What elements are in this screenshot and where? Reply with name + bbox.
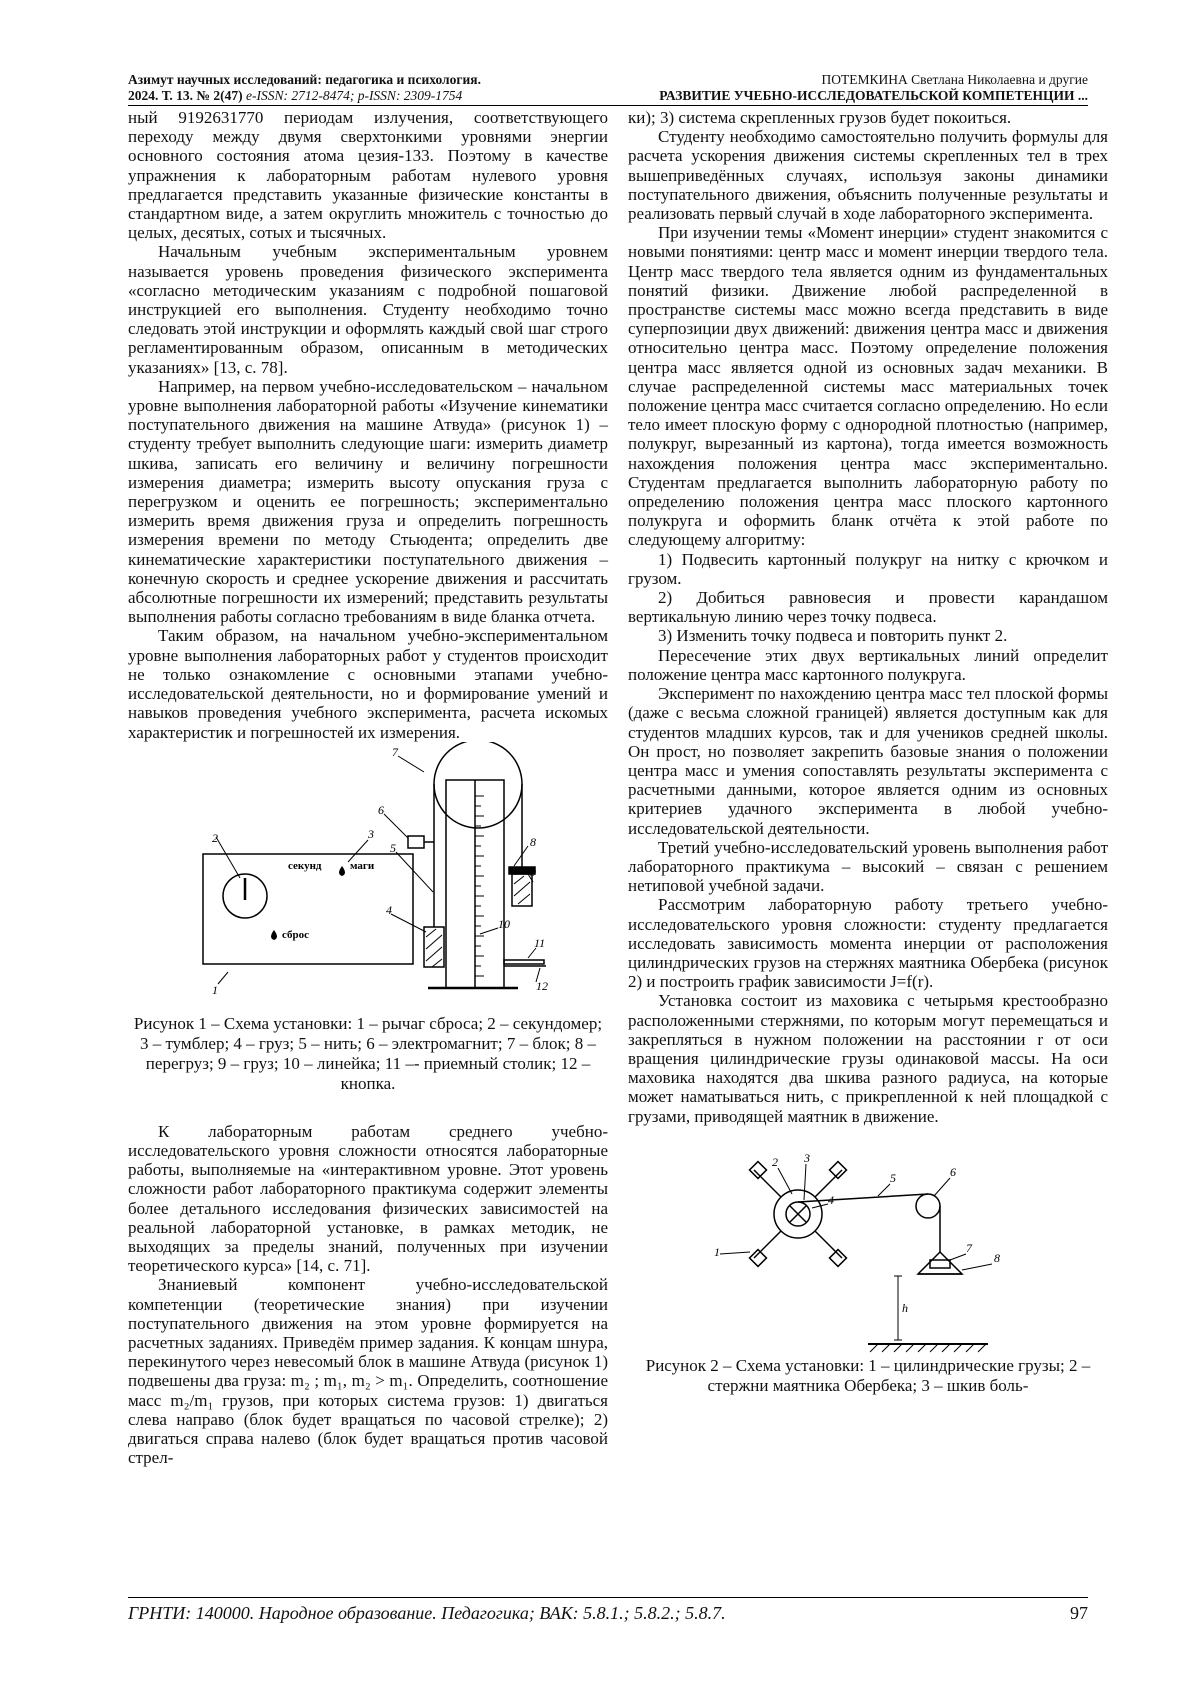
header-rule <box>128 105 1088 106</box>
fig2-num-1: 1 <box>714 1244 720 1259</box>
fig2-num-7: 7 <box>966 1240 972 1255</box>
fig1-num-11: 11 <box>534 935 546 950</box>
fig1-num-8: 8 <box>530 834 536 849</box>
paragraph: ный 9192631770 периодам излучения, соответствующего переходу между двумя сверхтонкими уровнями энергии основного состояния атома цезия-133. Поэтому в качестве упражнения к лабораторным работам нулевого уровня предлагается представить указанные физические константы в стандартном виде, а затем округлить множитель с точностью до целых, десятых, сотых и тысячных. <box>128 108 608 243</box>
load-platform <box>918 1252 962 1274</box>
fig2-num-2: 2 <box>772 1154 778 1169</box>
fig2-num-h: h <box>902 1300 908 1315</box>
paragraph: Таким образом, на начальном учебно-экспериментальном уровне выполнения лабораторных работ у студентов происходит не только ознакомление с основными этапами учебно-исследовательской деятельности, но и формирование умений и навыков проведения учебного эксперимента, расчета искомых характеристик и погрешностей их измерения. <box>128 626 608 742</box>
pulley <box>434 742 522 828</box>
paragraph: Эксперимент по нахождению центра масс тел плоской формы (даже с весьма сложной границей) является доступным как для студентов младших курсов, так и для учеников средней школы. Он прост, но позволяет закрепить базовые знания о положении центра масс и умения сопоставлять результаты эксперимента с расчетными данными, которое является одним из основных критериев удачного эксперимента в любой учебно-исследовательской деятельности. <box>628 684 1108 838</box>
cylinder-weight <box>750 1249 767 1266</box>
cylinder-weight <box>830 1249 847 1266</box>
cylinder-weight <box>750 1161 767 1178</box>
left-column <box>128 108 608 1467</box>
paragraph: При изучении темы «Момент инерции» студент знакомится с новыми понятиями: центр масс и момент инерции твердого тела. Центр масс твердого тела является одним из фундаментальных понятий физики. Движение любой распределенной в пространстве системы масс можно всегда представить в виде суперпозиции двух движений: движения центра масс и движения относительно центра масс. Поэтому определение положения центра масс является одной из основных задач механики. В случае распределенной системы масс материальных точек положение центра масс считается согласно определению. Но если тело имеет плоскую форму с однородной плотностью (например, полукруг, вырезанный из картона), тогда имеется возможность нахождения положения центра масс экспериментально. Студентам предлагается выполнить лабораторную работу по определению положения центра масс плоского картонного полукруга и оформить бланк отчёта к этой работе по следующему алгоритму: <box>628 223 1108 550</box>
load-left <box>424 927 444 967</box>
paragraph: Пересечение этих двух вертикальных линий определит положение центра масс картонного полукруга. <box>628 645 1108 684</box>
label-magnets: маги <box>350 859 375 872</box>
list-item: 2) Добиться равновесия и провести карандашом вертикальную линию через точку подвеса. <box>628 588 1108 627</box>
fig2-num-3: 3 <box>804 1150 810 1165</box>
fig1-num-5: 5 <box>390 840 396 855</box>
article-authors: ПОТЕМКИНА Светлана Николаевна и другие <box>821 72 1088 87</box>
journal-issn: e-ISSN: 2712-8474; p-ISSN: 2309-1754 <box>245 88 463 103</box>
paragraph: Студенту необходимо самостоятельно получить формулы для расчета ускорения движения системы скрепленных тел в трех вышеприведённых случаях, используя законы динамики поступательного движения, объяснить полученные результаты и реализовать первый случай в ходе лабораторного эксперимента. <box>628 127 1108 224</box>
paragraph: Например, на первом учебно-исследовательском – начальном уровне выполнения лабораторной работы «Изучение кинематики поступательного движения на машине Атвуда» (рисунок 1) – студенту требует выполнить следующие шаги: измерить диаметр шкива, записать его величину и величину погрешности измерения диаметра; измерить высоту опускания груза с перегрузком и оценить ее погрешность; экспериментально измерить время движения груза и определить погрешность измерения времени по методу Стьюдента; определить две кинематические характеристики поступательного движения – конечную скорость и среднее ускорение движения и рассчитать абсолютные погрешности их измерений; представить результаты выполнения работы согласно требованиям в виде бланка отчета. <box>128 376 608 627</box>
page-number: 97 <box>1070 1603 1088 1623</box>
figure-1-caption: Рисунок 1 – Схема установки: 1 – рычаг сброса; 2 – секундомер; 3 – тумблер; 4 – груз; 5 – нить; 6 – электромагнит; 7 – блок; 8 – перегруз; 9 – груз; 10 – линейка; 11 –- приемный столик; 12 – кнопка. <box>133 1013 603 1093</box>
fig1-num-10: 10 <box>498 916 510 931</box>
label-seconds: секунд <box>288 859 322 872</box>
paragraph: Установка состоит из маховика с четырьмя крестообразно расположенными стержнями, по которым могут перемещаться и закрепляться в нужном положении на расстоянии r от оси вращения цилиндрические грузы одинаковой массы. На оси маховика находятся два шкива разного радиуса, на которые может наматываться нить, с прикрепленной к ней площадкой с грузами, приводящей маятник в движение. <box>628 991 1108 1126</box>
fig1-num-12: 12 <box>536 978 548 993</box>
journal-volume: 2024. Т. 13. № 2(47) <box>128 88 246 103</box>
receiving-table <box>504 960 544 964</box>
paragraph: Знаниевый компонент учебно-исследовательской компетенции (теоретические знания) при изучении поступательного движения на этом уровне формируется на расчетных заданиях. Приведём пример задания. К концам шнура, перекинутого через невесомый блок в машине Атвуда (рисунок 1) подвешены два груза: m₂ ; m₁, m₂ > m₁. Определить, соотношение масс m₂/m₁ грузов, при которых система грузов: 1) двигаться слева направо (блок будет вращаться по часовой стрелке); 2) двигаться справа налево (блок будет вращаться против часовой стрел- <box>128 1275 608 1468</box>
list-item: 3) Изменить точку подвеса и повторить пункт 2. <box>658 626 1008 646</box>
right-column <box>628 108 1108 1396</box>
fig1-num-2: 2 <box>212 830 218 845</box>
figure-2-caption: Рисунок 2 – Схема установки: 1 – цилиндрические грузы; 2 – стержни маятника Обербека; 3 – шкив боль- <box>645 1355 1091 1395</box>
fig1-num-9: 9 <box>530 864 536 879</box>
footer-rule <box>128 1597 1088 1598</box>
reset-lever <box>271 930 277 940</box>
platform-load <box>930 1260 950 1268</box>
rod <box>815 1231 842 1258</box>
fig1-num-4: 4 <box>386 902 392 917</box>
journal-issue <box>128 88 608 104</box>
fig1-num-3: 3 <box>368 826 374 841</box>
fig2-num-8: 8 <box>994 1250 1000 1265</box>
fig1-num-6: 6 <box>378 802 384 817</box>
paragraph: К лабораторным работам среднего учебно-исследовательского уровня сложности относятся лабораторные работы, выполняемые на «интерактивном уровне. Этот уровень сложности работ лабораторного практикума содержит элементы более детального исследования физических зависимостей на реальной лабораторной установке, в рамках методик, не выходящих за пределы знаний, полученных при изучении теоретического курса» [14, с. 71]. <box>128 1121 608 1276</box>
page-footer <box>128 1603 1088 1624</box>
footer-classification: ГРНТИ: 140000. Народное образование. Педагогика; ВАК: 5.8.1.; 5.8.2.; 5.8.7. <box>128 1603 726 1623</box>
fig1-num-7: 7 <box>392 744 398 759</box>
label-reset: сброс <box>282 928 310 941</box>
toggle-switch <box>339 866 345 876</box>
cylinder-weight <box>830 1161 847 1178</box>
list-item: 1) Подвесить картонный полукруг на нитку с крючком и грузом. <box>628 549 1108 588</box>
rod <box>754 1231 781 1258</box>
journal-title: Азимут научных исследований: педагогика и психология. <box>128 72 481 87</box>
fig2-num-5: 5 <box>890 1170 896 1185</box>
paragraph: ки); 3) система скрепленных грузов будет покоиться. <box>628 108 1012 127</box>
paragraph: Рассмотрим лабораторную работу третьего учебно-исследовательского уровня сложности: студенту предлагается исследовать зависимость момента инерции от расположения цилиндрических грузов на стержнях маятника Обербека (рисунок 2) и построить график зависимости J=f(r). <box>628 895 1108 992</box>
article-header <box>568 72 1088 104</box>
figure-2-oberbeck-pendulum <box>628 1134 1108 1354</box>
rod <box>754 1170 781 1197</box>
fig2-num-4: 4 <box>828 1192 834 1207</box>
guide-pulley <box>916 1194 940 1218</box>
article-title: РАЗВИТИЕ УЧЕБНО-ИССЛЕДОВАТЕЛЬСКОЙ КОМПЕТЕНЦИИ ... <box>659 88 1088 103</box>
journal-header <box>128 72 608 104</box>
fig2-num-6: 6 <box>950 1164 956 1179</box>
paragraph: Третий учебно-исследовательский уровень выполнения работ лабораторного практикума – высокий – связан с решением нетиповой учебной задачи. <box>628 837 1108 896</box>
figure-1-atwood-machine <box>128 742 608 1012</box>
electromagnet <box>408 836 424 848</box>
fig1-num-1: 1 <box>212 982 218 997</box>
paragraph: Начальным учебным экспериментальным уровнем называется уровень проведения физического эксперимента «согласно методическим указаниям с подробной пошаговой инструкцией его выполнения. Студенту необходимо точно следовать этой инструкции и оформлять каждый свой шаг строго регламентированным образом, описанным в методических указаниях» [13, с. 78]. <box>128 242 608 377</box>
